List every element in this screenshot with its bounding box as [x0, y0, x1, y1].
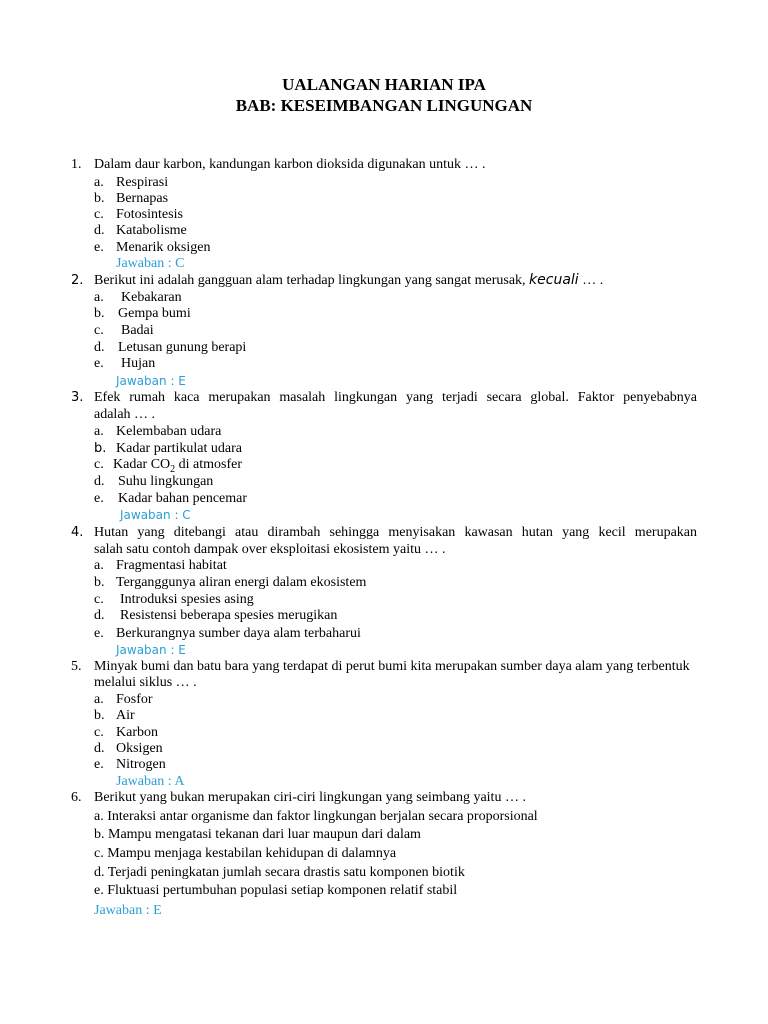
option-letter: d.	[94, 741, 105, 756]
option-text: b. Mampu mengatasi tekanan dari luar maupun dari dalam	[94, 827, 421, 842]
option-text: Letusan gunung berapi	[118, 340, 247, 355]
option-letter: e.	[94, 240, 104, 255]
option-text: Berkurangnya sumber daya alam terbaharui	[116, 626, 361, 641]
option-text: Nitrogen	[116, 757, 166, 772]
option-text: Kebakaran	[121, 290, 182, 305]
option-text: Introduksi spesies asing	[120, 592, 254, 607]
option-text: d. Terjadi peningkatan jumlah secara drastis satu komponen biotik	[94, 865, 465, 880]
option-letter: a.	[94, 692, 104, 707]
option-text: Menarik oksigen	[116, 240, 211, 255]
option-letter: b.	[94, 575, 105, 590]
question-number: 2.	[71, 273, 84, 288]
question-text	[94, 272, 603, 289]
option-text: Katabolisme	[116, 223, 187, 238]
option-text: Gempa bumi	[118, 306, 191, 321]
answer-key: Jawaban : C	[120, 508, 191, 522]
question-text-emphasis: kecuali	[529, 272, 579, 288]
option-letter: b.	[94, 306, 105, 321]
option-text	[113, 456, 242, 473]
option-text: Resistensi beberapa spesies merugikan	[120, 608, 338, 623]
answer-key: Jawaban : C	[116, 256, 185, 271]
option-text: Suhu lingkungan	[118, 474, 214, 489]
question-text-main: Berikut ini adalah gangguan alam terhadap lingkungan yang sangat merusak,	[94, 273, 526, 288]
option-letter: c.	[94, 592, 104, 607]
answer-key: Jawaban : E	[116, 374, 186, 388]
option-letter: e.	[94, 356, 104, 371]
answer-key: Jawaban : E	[116, 643, 186, 657]
page-subtitle: BAB: KESEIMBANGAN LINGUNGAN	[235, 96, 533, 115]
option-text: Badai	[121, 323, 154, 338]
option-text: Fotosintesis	[116, 207, 183, 222]
option-text: Bernapas	[116, 191, 169, 206]
option-letter: b.	[94, 191, 105, 206]
option-letter: c.	[94, 725, 104, 740]
option-text-main: Kadar CO	[113, 457, 171, 472]
option-text: e. Fluktuasi pertumbuhan populasi setiap komponen relatif stabil	[94, 883, 458, 898]
option-text: a. Interaksi antar organisme dan faktor lingkungan berjalan secara proporsional	[94, 809, 538, 824]
page-title: UALANGAN HARIAN IPA	[282, 75, 486, 94]
question-number: 4.	[71, 525, 84, 540]
option-letter: d.	[94, 474, 105, 489]
option-text: Terganggunya aliran energi dalam ekosistem	[116, 575, 367, 590]
option-text: Air	[116, 708, 135, 723]
option-text: Oksigen	[116, 741, 163, 756]
option-letter: e.	[94, 757, 104, 772]
answer-key: Jawaban : A	[116, 774, 185, 789]
question-number: 6.	[71, 790, 82, 805]
question-text: Dalam daur karbon, kandungan karbon dioksida digunakan untuk … .	[94, 157, 486, 172]
option-text: Hujan	[121, 356, 156, 371]
option-letter: d.	[94, 608, 105, 623]
option-letter: d.	[94, 340, 105, 355]
question-text-end: … .	[582, 273, 604, 288]
question-text: Minyak bumi dan batu bara yang terdapat di perut bumi kita merupakan sumber daya alam yang terbentuk	[94, 659, 690, 674]
option-letter: a.	[94, 424, 104, 439]
option-text: c. Mampu menjaga kestabilan kehidupan di dalamnya	[94, 846, 397, 861]
option-text: Karbon	[116, 725, 158, 740]
question-number: 1.	[71, 157, 82, 172]
option-letter: e.	[94, 491, 104, 506]
option-text: Respirasi	[116, 175, 169, 190]
question-text-continued: salah satu contoh dampak over eksploitasi ekosistem yaitu … .	[94, 542, 446, 557]
option-letter: b.	[94, 708, 105, 723]
option-letter: a.	[94, 290, 104, 305]
option-letter: c.	[94, 207, 104, 222]
question-text-continued: melalui siklus … .	[94, 675, 197, 690]
question-text: Efek rumah kaca merupakan masalah lingkungan yang terjadi secara global. Faktor penyebabnya	[94, 390, 697, 405]
option-letter: c.	[94, 457, 104, 472]
option-letter: b.	[94, 441, 107, 456]
option-letter: c.	[94, 323, 104, 338]
answer-key: Jawaban : E	[94, 903, 162, 918]
question-number: 5.	[71, 659, 82, 674]
option-text: Kelembaban udara	[116, 424, 222, 439]
option-text: Kadar bahan pencemar	[118, 491, 248, 506]
question-text: Berikut yang bukan merupakan ciri-ciri lingkungan yang seimbang yaitu … .	[94, 790, 526, 805]
option-text-end: di atmosfer	[175, 457, 243, 472]
option-letter: a.	[94, 558, 104, 573]
question-text: Hutan yang ditebangi atau dirambah sehingga menyisakan kawasan hutan yang kecil merupakan	[94, 525, 697, 540]
option-text: Kadar partikulat udara	[116, 441, 242, 456]
subscript: 2	[170, 463, 176, 475]
question-number: 3.	[71, 390, 84, 405]
option-text: Fragmentasi habitat	[116, 558, 227, 573]
option-letter: d.	[94, 223, 105, 238]
option-text: Fosfor	[116, 692, 153, 707]
option-letter: a.	[94, 175, 104, 190]
option-letter: e.	[94, 626, 104, 641]
question-text-continued: adalah … .	[94, 407, 156, 422]
